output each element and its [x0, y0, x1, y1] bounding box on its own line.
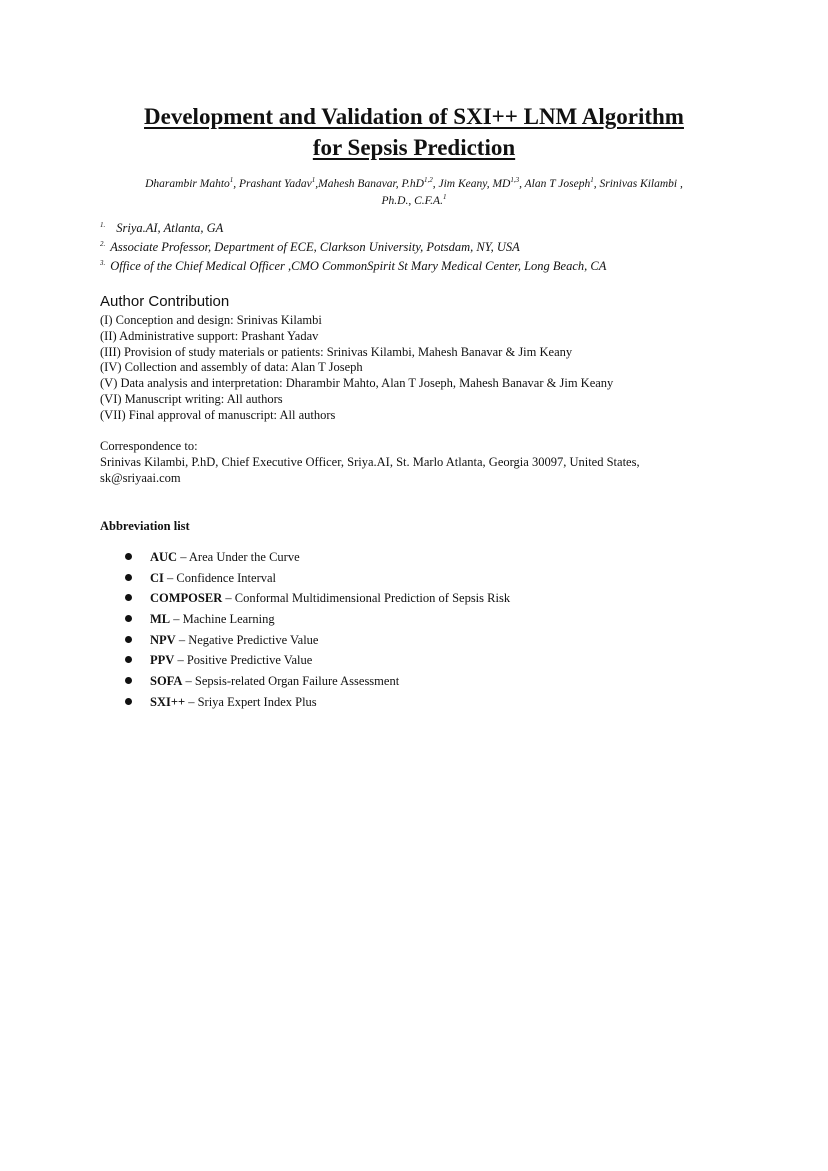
abbreviation-entry	[150, 611, 275, 627]
affiliation-text: Associate Professor, Department of ECE, Clarkson University, Potsdam, NY, USA	[110, 240, 520, 255]
abbreviation-term: CI	[150, 570, 164, 585]
author-name: Ph.D., C.F.A.	[381, 195, 443, 207]
contribution-item: (III) Provision of study materials or patients: Srinivas Kilambi, Mahesh Banavar & Jim Keany	[100, 344, 573, 359]
author-name: Dharambir Mahto	[145, 178, 230, 190]
author-list	[100, 176, 728, 210]
author-name: , Alan T Joseph	[519, 178, 591, 190]
abbreviation-entry	[150, 570, 276, 586]
abbreviation-list	[122, 549, 742, 715]
abbreviation-definition: Negative Predictive Value	[188, 632, 319, 647]
abbreviation-separator: –	[177, 653, 184, 668]
abbreviation-separator: –	[167, 570, 174, 585]
abbreviation-item	[122, 611, 742, 632]
abbreviation-item	[122, 632, 742, 653]
bullet-icon	[125, 574, 132, 581]
author-affiliation-mark: 1	[590, 176, 594, 185]
author-name: , Prashant Yadav	[233, 178, 312, 190]
bullet-icon	[125, 594, 132, 601]
author-name: ,Mahesh Banavar, P.hD	[315, 178, 424, 190]
affiliation-text: Sriya.AI, Atlanta, GA	[116, 221, 224, 236]
title-line-2: for Sepsis Prediction	[312, 135, 516, 160]
abbreviation-entry	[150, 632, 318, 648]
correspondence-address: Srinivas Kilambi, P.hD, Chief Executive Officer, Sriya.AI, St. Marlo Atlanta, Georgia 30097, United States,	[100, 454, 640, 469]
bullet-icon	[125, 636, 132, 643]
abbreviation-entry	[150, 694, 317, 710]
author-affiliation-mark: 1	[311, 176, 316, 185]
abbreviation-entry	[150, 549, 300, 565]
abbreviation-term: COMPOSER	[150, 591, 223, 606]
abbreviation-definition: Machine Learning	[182, 612, 275, 627]
abbreviation-term: AUC	[150, 550, 178, 564]
abbreviation-definition: Confidence Interval	[176, 570, 277, 585]
abbreviation-separator: –	[188, 694, 195, 709]
abbreviation-item	[122, 549, 742, 570]
title-line-1: Development and Validation of SXI++ LNM Algorithm	[144, 104, 684, 129]
abbreviation-term: PPV	[150, 653, 175, 668]
author-affiliation-mark: 1	[229, 176, 234, 185]
contribution-item: (VII) Final approval of manuscript: All authors	[100, 407, 336, 422]
affiliation-text: Office of the Chief Medical Officer ,CMO CommonSpirit St Mary Medical Center, Long Beach, CA	[110, 259, 607, 274]
abbreviation-definition: Sepsis-related Organ Failure Assessment	[194, 674, 400, 689]
bullet-icon	[125, 656, 132, 663]
abbreviation-entry	[150, 652, 312, 668]
affiliation-item	[100, 221, 740, 240]
abbreviation-separator: –	[180, 550, 187, 564]
bullet-icon	[125, 553, 132, 560]
author-affiliation-mark: 1	[442, 193, 447, 202]
affiliation-number: 2.	[100, 240, 106, 248]
bullet-icon	[125, 698, 132, 705]
abbreviation-entry	[150, 673, 399, 689]
affiliation-list	[100, 221, 740, 278]
author-name: , Jim Keany, MD	[432, 178, 511, 190]
contribution-item: (IV) Collection and assembly of data: Alan T Joseph	[100, 360, 363, 375]
affiliation-item	[100, 240, 740, 259]
contribution-item: (VI) Manuscript writing: All authors	[100, 391, 283, 406]
author-name: , Srinivas Kilambi ,	[593, 178, 683, 190]
abbreviation-item	[122, 652, 742, 673]
correspondence-block	[100, 439, 740, 486]
affiliation-number: 3.	[100, 259, 106, 267]
abbreviation-definition: Positive Predictive Value	[186, 653, 313, 668]
abbreviation-term: SXI++	[150, 694, 186, 709]
abbreviation-item	[122, 590, 742, 611]
contribution-item: (I) Conception and design: Srinivas Kilambi	[100, 313, 322, 327]
abbreviation-term: NPV	[150, 632, 176, 647]
abbreviation-separator: –	[225, 591, 232, 606]
correspondence-label: Correspondence to:	[100, 439, 198, 453]
abbreviation-term: SOFA	[150, 674, 183, 689]
abbreviation-separator: –	[185, 674, 192, 689]
abbreviation-item	[122, 570, 742, 591]
bullet-icon	[125, 615, 132, 622]
abbreviation-definition: Conformal Multidimensional Prediction of Sepsis Risk	[234, 591, 511, 606]
abbreviation-item	[122, 673, 742, 694]
author-contribution-list	[100, 313, 740, 424]
contribution-item: (V) Data analysis and interpretation: Dharambir Mahto, Alan T Joseph, Mahesh Banavar & Jim Keany	[100, 376, 614, 391]
abbreviation-separator: –	[173, 612, 180, 627]
abbreviation-term: ML	[150, 612, 171, 627]
abbreviation-entry	[150, 590, 510, 606]
abbreviation-separator: –	[178, 632, 186, 647]
affiliation-item	[100, 259, 740, 278]
abbreviation-item	[122, 694, 742, 715]
author-affiliation-mark: 1,3	[510, 176, 520, 185]
paper-title	[90, 101, 738, 163]
abbreviation-list-heading: Abbreviation list	[100, 519, 190, 533]
author-affiliation-mark: 1,2	[423, 176, 433, 185]
bullet-icon	[125, 677, 132, 684]
author-contribution-heading: Author Contribution	[100, 293, 230, 310]
correspondence-email: sk@sriyaai.com	[100, 470, 181, 485]
contribution-item: (II) Administrative support: Prashant Yadav	[100, 328, 319, 343]
affiliation-number: 1.	[100, 221, 106, 229]
abbreviation-definition: Sriya Expert Index Plus	[197, 694, 317, 709]
abbreviation-definition: Area Under the Curve	[188, 550, 300, 564]
